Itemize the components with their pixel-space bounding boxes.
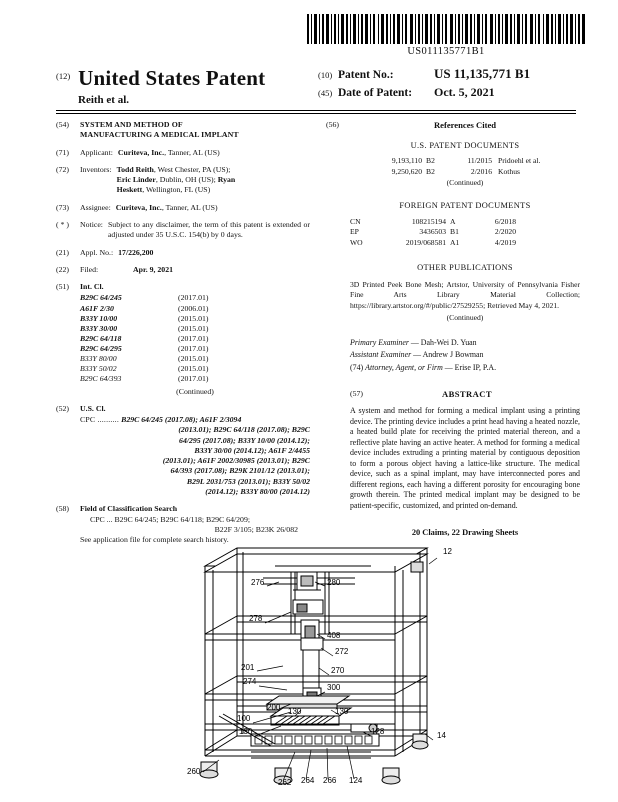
filed-value: Apr. 9, 2021	[133, 264, 174, 274]
left-column	[56, 120, 318, 552]
barcode-image	[305, 14, 587, 44]
figure-reference-numeral: 276	[251, 578, 265, 587]
code-10: (10)	[318, 70, 333, 80]
int-cl-rows	[80, 293, 310, 384]
int-cl-code: B29C 64/393	[80, 374, 122, 384]
appl-no-label: Appl. No.:	[80, 247, 114, 257]
us-cl-line: (2014.12); B33Y 80/00 (2014.12)	[205, 487, 310, 497]
figure-reference-numeral: 130	[239, 727, 253, 736]
figure-reference-numeral: 14	[437, 731, 446, 740]
field-applicant	[56, 148, 310, 158]
int-cl-row	[80, 374, 310, 384]
inventor-2-location: , Dublin, OH (US);	[155, 175, 218, 185]
attorney-name: Erise IP, P.A.	[454, 362, 497, 372]
page-title: United States Patent	[78, 66, 266, 90]
us-patent-documents-table	[350, 156, 580, 177]
us-ref-date: 2/2016	[470, 166, 492, 176]
applicant-value	[118, 148, 310, 158]
int-cl-date: (2015.01)	[178, 323, 209, 333]
int-cl-row	[80, 364, 310, 374]
us-cl-line: 64/295 (2017.08); B33Y 10/00 (2014.12);	[179, 435, 310, 445]
primary-examiner-name: Dah-Wei D. Yuan	[420, 337, 477, 347]
us-cl-line: B33Y 30/00 (2014.12); A61F 2/4455	[194, 445, 310, 455]
int-cl-body	[80, 282, 310, 397]
title-right	[318, 66, 576, 103]
foreign-patent-documents-table	[350, 217, 580, 249]
figure-reference-numeral: 264	[301, 776, 315, 785]
field-inventors	[56, 165, 310, 196]
right-column	[318, 120, 580, 552]
int-cl-row	[80, 293, 310, 303]
foreign-ref-spacer	[522, 238, 580, 249]
patent-figure	[175, 538, 465, 794]
us-ref-date: 11/2015	[467, 156, 492, 166]
code-45: (45)	[318, 88, 333, 98]
primary-examiner-label: Primary Examiner	[350, 337, 409, 347]
references-body	[350, 120, 580, 539]
code-71: (71)	[56, 147, 69, 157]
classification-search-heading: Field of Classification Search	[80, 504, 178, 514]
foreign-ref-spacer	[522, 227, 580, 238]
code-56: (56)	[326, 120, 339, 129]
int-cl-date: (2017.01)	[178, 374, 209, 384]
us-cl-line: (2013.01); B29C 64/118 (2017.08); B29C	[178, 425, 310, 435]
figure-reference-numeral: 280	[327, 578, 341, 587]
int-cl-date: (2015.01)	[178, 354, 209, 364]
figure-reference-numeral: 200	[267, 703, 281, 712]
abstract-text: A system and method for forming a medical implant using a printing device. The printing device includes a print head having a heated nozzle, a heated build plate for receiving the printed material thereon, and a reflective plate having an active heater. A method for forming a medical device includes extruding a printing material by contiguous deposition to form a porous object having a lattice-like structure. The medical device, such as a spinal implant, may have interconnected pores and different regions, each having a different porosity for encouraging bone growth therein. The printed medical implant may be designed to be patient-specific, customized, and printed on-demand.	[350, 406, 580, 510]
inventor-2-name: Eric Linder	[116, 175, 156, 185]
field-assignee	[56, 203, 310, 213]
us-cl-lines	[80, 415, 310, 497]
int-cl-date: (2015.01)	[178, 313, 209, 323]
code-51: (51)	[56, 282, 69, 292]
inventors-value	[117, 165, 310, 196]
int-cl-code: B29C 64/295	[80, 344, 122, 353]
us-ref-number: 9,193,110	[391, 156, 422, 166]
appl-no-value: 17/226,200	[118, 247, 154, 257]
figure-reference-numeral: 300	[327, 683, 341, 692]
code-72: (72)	[56, 164, 69, 174]
int-cl-row	[80, 354, 310, 364]
inventor-3-location: , Wellington, FL (US)	[142, 185, 211, 195]
barcode-area	[296, 14, 596, 57]
inventor-3-lastname: Heskett	[116, 185, 143, 195]
field-int-cl	[56, 282, 310, 397]
field-appl-no	[56, 248, 310, 258]
patent-no-label: Patent No.:	[338, 69, 394, 81]
foreign-patent-documents-heading: FOREIGN PATENT DOCUMENTS	[399, 201, 531, 211]
assistant-examiner-name: Andrew J Bowman	[422, 350, 484, 360]
foreign-ref-date: 4/2019	[494, 237, 516, 247]
assignee-location: , Tanner, AL (US)	[161, 202, 218, 212]
figure-reference-numeral: 130	[335, 707, 349, 716]
inventor-1-location: , West Chester, PA (US);	[153, 164, 231, 174]
assignee-value	[116, 203, 310, 213]
foreign-ref-country: CN	[350, 216, 361, 226]
int-cl-date: (2015.01)	[178, 364, 209, 374]
code-asterisk: ( * )	[56, 219, 69, 229]
code-73: (73)	[56, 202, 69, 212]
us-cl-body	[80, 404, 310, 498]
figure-reference-numeral: 201	[241, 663, 255, 672]
other-publications-text: 3D Printed Peek Bone Mesh; Artstor, University of Pennsylvania Fisher Fine Arts Library Material Collection; https://library.artstor.org/#/public/27529255; Retrieved May 4, 2021.	[350, 280, 580, 310]
inventor-shortname: Reith et al.	[78, 94, 130, 106]
invention-title-line2: MANUFACTURING A MEDICAL IMPLANT	[80, 130, 239, 140]
int-cl-continued: (Continued)	[176, 386, 214, 396]
foreign-ref-number: 108215194	[411, 216, 446, 226]
int-cl-row	[80, 314, 310, 324]
us-ref-kind: B2	[426, 156, 435, 166]
foreign-ref-kind: A1	[450, 237, 460, 247]
abstract-header	[350, 389, 580, 400]
foreign-ref-date: 6/2018	[494, 216, 516, 226]
code-21: (21)	[56, 247, 69, 257]
int-cl-code: B29C 64/245	[80, 293, 122, 303]
foreign-ref-number: 2019/068581	[405, 237, 446, 247]
code-54: (54)	[56, 120, 69, 129]
foreign-ref-kind: B1	[450, 227, 459, 237]
int-cl-row	[80, 324, 310, 334]
date-of-patent-value: Oct. 5, 2021	[434, 85, 495, 99]
int-cl-date: (2006.01)	[178, 303, 209, 313]
patent-title-block	[56, 66, 576, 106]
int-cl-row	[80, 334, 310, 344]
classification-search-line1: CPC ... B29C 64/245; B29C 64/118; B29C 64/209;	[90, 514, 251, 524]
examiner-block	[350, 337, 580, 373]
field-title	[56, 120, 310, 141]
int-cl-date: (2017.01)	[178, 344, 209, 353]
foreign-ref-kind: A	[450, 216, 456, 226]
applicant-name: Curiteva, Inc.	[117, 147, 165, 157]
foreign-ref-country: EP	[350, 227, 359, 237]
us-cl-line: 64/393 (2017.08); B29K 2101/12 (2013.01);	[170, 466, 310, 476]
invention-title-line1: SYSTEM AND METHOD OF	[80, 120, 183, 129]
us-ref-name: Kothus	[498, 166, 520, 176]
foreign-ref-spacer	[522, 217, 580, 228]
field-us-cl	[56, 404, 310, 498]
assistant-examiner-row: Assistant Examiner — Andrew J Bowman	[350, 350, 484, 360]
header-divider-bottom	[56, 113, 576, 114]
int-cl-code: B33Y 10/00	[80, 313, 118, 323]
figure-reference-numeral: 262	[278, 778, 292, 787]
code-58: (58)	[56, 504, 69, 514]
us-cl-line	[80, 415, 310, 425]
figure-reference-numeral: 278	[249, 614, 263, 623]
foreign-reference-row	[350, 217, 580, 228]
notice-text: Subject to any disclaimer, the term of this patent is extended or adjusted under 35 U.S.C. 154(b) by 0 days.	[107, 219, 310, 240]
field-notice	[56, 220, 310, 241]
figure-reference-numeral: 260	[187, 767, 201, 776]
us-ref-number: 9,250,620	[391, 166, 422, 176]
inventors-label: Inventors:	[80, 164, 112, 174]
us-ref-kind: B2	[426, 166, 435, 176]
code-12: (12)	[56, 70, 71, 81]
title-left	[56, 66, 318, 106]
field-references	[326, 120, 580, 539]
other-publications-heading: OTHER PUBLICATIONS	[417, 263, 513, 273]
figure-reference-numeral: 408	[327, 631, 341, 640]
references-cited-title: References Cited	[433, 120, 497, 130]
barcode-number: US011135771B1	[407, 46, 485, 57]
foreign-ref-number: 3436503	[419, 227, 446, 237]
us-cl-line: (2013.01); A61F 2002/30985 (2013.01); B29C	[162, 456, 310, 466]
header-divider-top	[56, 110, 576, 111]
cpc-label: CPC ..........	[80, 415, 122, 425]
applicant-label: Applicant:	[80, 147, 113, 157]
int-cl-code: B33Y 80/00	[80, 354, 117, 364]
figure-reference-numeral: 274	[243, 677, 257, 686]
attorney-label: Attorney, Agent, or Firm	[365, 362, 443, 372]
us-cl-heading: U.S. Cl.	[80, 403, 106, 413]
figure-reference-numeral: 266	[323, 776, 337, 785]
code-22: (22)	[56, 264, 69, 274]
int-cl-date: (2017.01)	[178, 333, 209, 343]
foreign-ref-country: WO	[350, 237, 363, 247]
us-reference-row	[350, 156, 580, 167]
invention-title	[80, 120, 310, 141]
classification-search-line3: See application file for complete search history.	[80, 535, 229, 545]
code-57: (57)	[350, 389, 363, 399]
us-cl-line: B29L 2031/753 (2013.01); B33Y 50/02	[186, 476, 310, 486]
us-cl-code-text: B29C 64/245 (2017.08); A61F 2/3094	[121, 415, 242, 425]
bibliographic-columns	[56, 120, 580, 552]
int-cl-code: B33Y 50/02	[80, 364, 117, 374]
foreign-ref-date: 2/2020	[494, 227, 516, 237]
int-cl-date: (2017.01)	[178, 293, 209, 303]
int-cl-code: B33Y 30/00	[80, 323, 118, 333]
claims-drawings-line: 20 Claims, 22 Drawing Sheets	[411, 528, 519, 538]
int-cl-heading: Int. Cl.	[80, 282, 104, 292]
figure-reference-numeral: 128	[371, 727, 385, 736]
us-patent-documents-heading: U.S. PATENT DOCUMENTS	[410, 141, 520, 151]
int-cl-row	[80, 344, 310, 354]
figure-reference-numeral: 270	[331, 666, 345, 675]
figure-reference-numeral: 12	[443, 547, 452, 556]
figure-reference-numeral: 272	[335, 647, 349, 656]
assistant-examiner-label: Assistant Examiner	[350, 350, 412, 360]
us-refs-continued: (Continued)	[446, 178, 484, 188]
notice-label: Notice:	[80, 219, 103, 229]
other-publications-continued: (Continued)	[446, 312, 484, 322]
filed-label: Filed:	[80, 264, 99, 274]
assignee-name: Curiteva, Inc.	[115, 202, 162, 212]
figure-reference-numeral: 130	[288, 707, 302, 716]
int-cl-row	[80, 304, 310, 314]
date-of-patent-label: Date of Patent:	[338, 87, 413, 99]
foreign-reference-row	[350, 227, 580, 238]
abstract-title: ABSTRACT	[442, 389, 492, 400]
code-74: (74)	[350, 362, 364, 372]
foreign-reference-row	[350, 238, 580, 249]
inventor-3-firstname: Ryan	[217, 175, 236, 185]
inventor-1-name: Todd Reith	[116, 164, 154, 174]
patent-no-value: US 11,135,771 B1	[434, 66, 531, 81]
figure-reference-numeral: 124	[349, 776, 363, 785]
classification-search-line2: B22F 3/105; B23K 26/082	[214, 524, 298, 534]
us-reference-row	[350, 167, 580, 178]
patent-number-row	[318, 66, 576, 82]
assignee-label: Assignee:	[80, 202, 111, 212]
attorney-row: (74) Attorney, Agent, or Firm — Erise IP, P.A.	[350, 362, 497, 372]
figure-reference-numeral: 100	[237, 714, 251, 723]
primary-examiner-row: Primary Examiner — Dah-Wei D. Yuan	[350, 337, 477, 347]
code-52: (52)	[56, 403, 69, 413]
int-cl-code: B29C 64/118	[80, 333, 122, 343]
field-filed	[56, 265, 310, 275]
int-cl-code: A61F 2/30	[80, 303, 114, 313]
applicant-location: , Tanner, AL (US)	[164, 147, 220, 157]
figure-drawing	[175, 538, 465, 794]
us-ref-name: Pridoehl et al.	[498, 156, 541, 166]
patent-date-row	[318, 85, 576, 100]
